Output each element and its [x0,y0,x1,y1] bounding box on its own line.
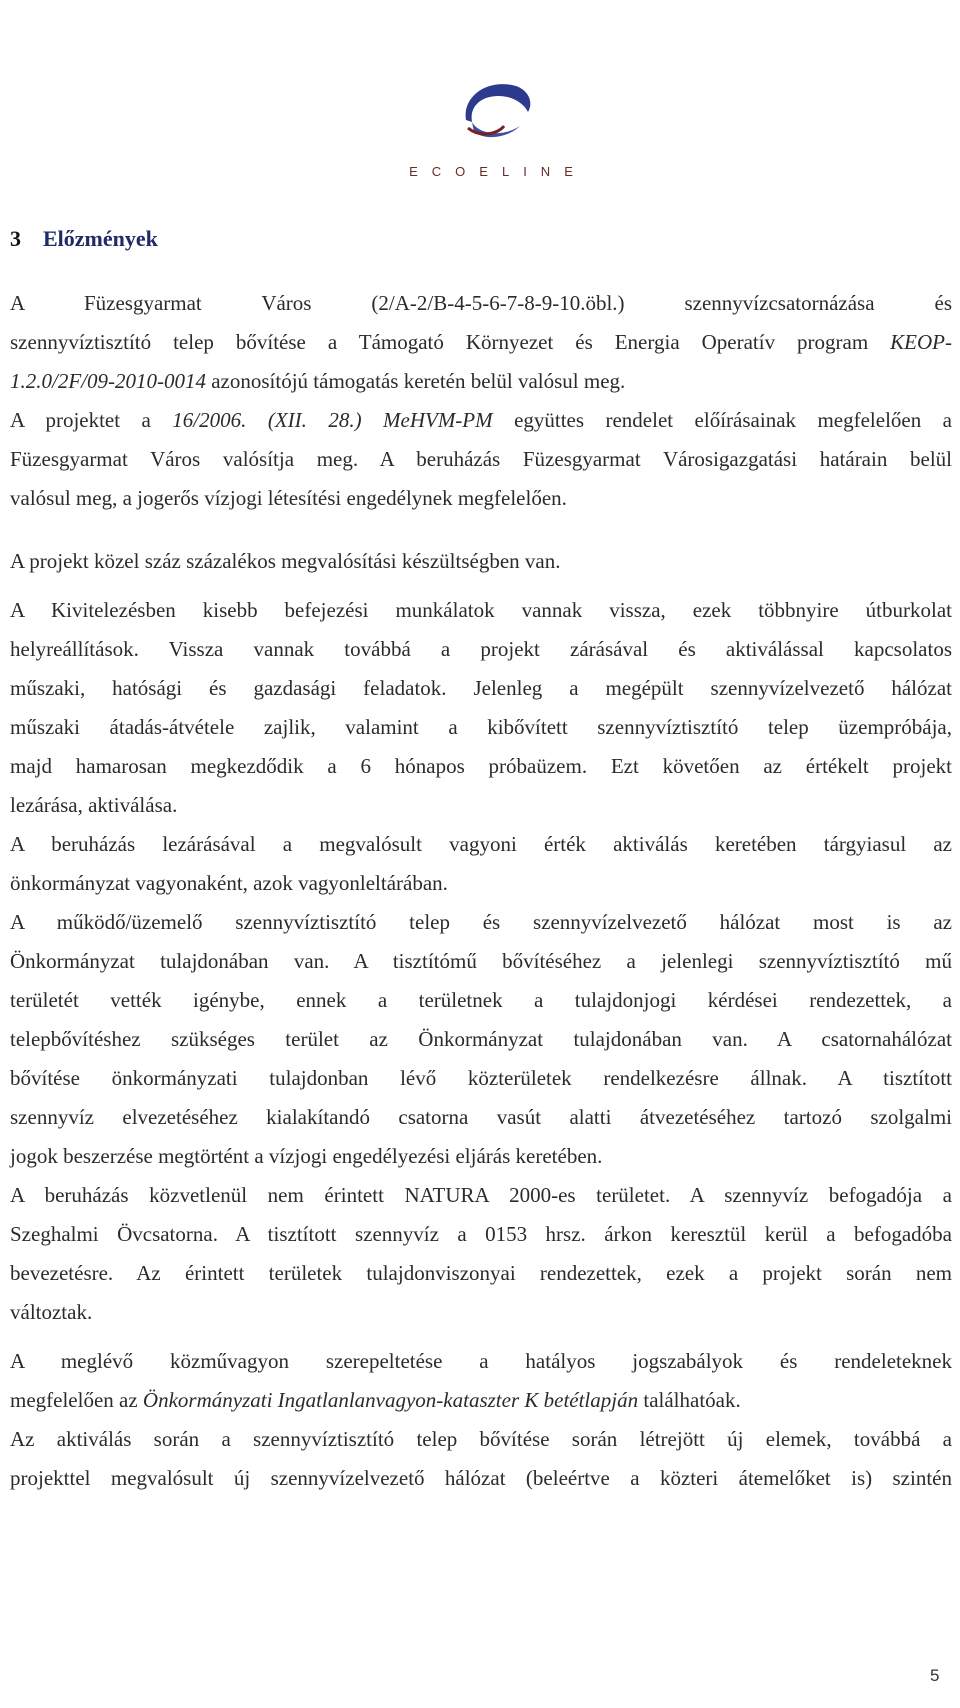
paragraph-closure [10,825,952,903]
text-line: A Kivitelezésben kisebb befejezési munkálatok vannak vissza, ezek többnyire útburkolat [10,598,952,622]
text-line: A működő/üzemelő szennyvíztisztító telep és szennyvízelvezető hálózat most is az [10,910,952,934]
text-line: önkormányzat vagyonaként, azok vagyonleltárában. [10,871,448,895]
paragraph-regulation [10,401,952,518]
text-line: projekttel megvalósult új szennyvízelvezető hálózat (beleértve a közteri átemelőket is) szintén [10,1466,952,1490]
text-line: szennyvíztisztító telep bővítése a Támogató Környezet és Energia Operatív program KEOP- [10,330,952,354]
text-line: A projekt közel száz százalékos megvalósítási készültségben van. [10,549,561,573]
text-line: helyreállítások. Vissza vannak továbbá a projekt zárásával és aktiválással kapcsolatos [10,637,952,661]
text-line: változtak. [10,1300,93,1324]
company-logo [368,76,628,186]
text-line: Az aktiválás során a szennyvíztisztító telep bővítése során létrejött új elemek, továbbá a [10,1427,952,1451]
text-line: valósul meg, a jogerős vízjogi létesítési engedélynek megfelelően. [10,486,567,510]
text-line: majd hamarosan megkezdődik a 6 hónapos próbaüzem. Ezt követően az értékelt projekt [10,754,952,778]
cadastre-ref: Önkormányzati Ingatlanlanvagyon-kataszter K betétlapján [142,1388,639,1412]
text-line: műszaki, hatósági és gazdasági feladatok. Jelenleg a megépült szennyvízelvezető hálózat [10,676,952,700]
text-line: A beruházás közvetlenül nem érintett NATURA 2000-es területet. A szennyvíz befogadója a [10,1183,952,1207]
paragraph-ownership [10,903,952,1176]
text-line: megfelelően az Önkormányzati Ingatlanlanvagyon-kataszter K betétlapján találhatóak. [10,1388,741,1412]
text-line: bővítése önkormányzati tulajdonban lévő közterületek rendelkezésre állnak. A tisztított [10,1066,952,1090]
text-line: A beruházás lezárásával a megvalósult vagyoni érték aktiválás keretében tárgyiasul az [10,832,952,856]
text-line: A meglévő közművagyon szerepeltetése a hatályos jogszabályok és rendeleteknek [10,1349,952,1373]
text-line: területét vették igénybe, ennek a területnek a tulajdonjogi kérdései rendezettek, a [10,988,952,1012]
text-line: telepbővítéshez szükséges terület az Önkormányzat tulajdonában van. A csatornahálózat [10,1027,952,1051]
paragraph-status [10,542,952,581]
body-text [10,260,952,1498]
text-line: szennyvíz elvezetéséhez kialakítandó csatorna vasút alatti átvezetéséhez tartozó szolgalmi [10,1105,952,1129]
text-line: Füzesgyarmat Város valósítja meg. A beruházás Füzesgyarmat Városigazgatási határain belül [10,447,952,471]
paragraph-natura [10,1176,952,1332]
section-heading [10,226,158,252]
paragraph-activation [10,1420,952,1498]
regulation-ref: 16/2006. (XII. 28.) MeHVM-PM [172,408,493,432]
text-line: bevezetésre. Az érintett területek tulajdonviszonyai rendezettek, ezek a projekt során nem [10,1261,952,1285]
text-line: 1.2.0/2F/09-2010-0014 azonosítójú támogatás keretén belül valósul meg. [10,369,626,393]
text-line: A Füzesgyarmat Város (2/A-2/B-4-5-6-7-8-9-10.öbl.) szennyvízcsatornázása és [10,291,952,315]
text-line: jogok beszerzése megtörtént a vízjogi engedélyezési eljárás keretében. [10,1144,603,1168]
paragraph-program [10,284,952,401]
section-title: Előzmények [43,226,158,251]
logo-wordmark: ECOELINE [409,164,587,179]
swoosh-logo-icon [458,76,538,146]
paragraph-remaining-work [10,591,952,825]
section-number: 3 [10,226,21,251]
program-code: 1.2.0/2F/09-2010-0014 [10,369,206,393]
text-line: lezárása, aktiválása. [10,793,178,817]
text-line: Önkormányzat tulajdonában van. A tisztítómű bővítéséhez a jelenlegi szennyvíztisztító mű [10,949,952,973]
paragraph-cadastre [10,1342,952,1420]
page-number: 5 [930,1666,940,1685]
text-line: A projektet a 16/2006. (XII. 28.) MeHVM-PM együttes rendelet előírásainak megfelelően a [10,408,952,432]
text-line: műszaki átadás-átvétele zajlik, valamint a kibővített szennyvíztisztító telep üzempróbája, [10,715,952,739]
text-line: Szeghalmi Övcsatorna. A tisztított szennyvíz a 0153 hrsz. árkon keresztül kerül a befogadóba [10,1222,952,1246]
